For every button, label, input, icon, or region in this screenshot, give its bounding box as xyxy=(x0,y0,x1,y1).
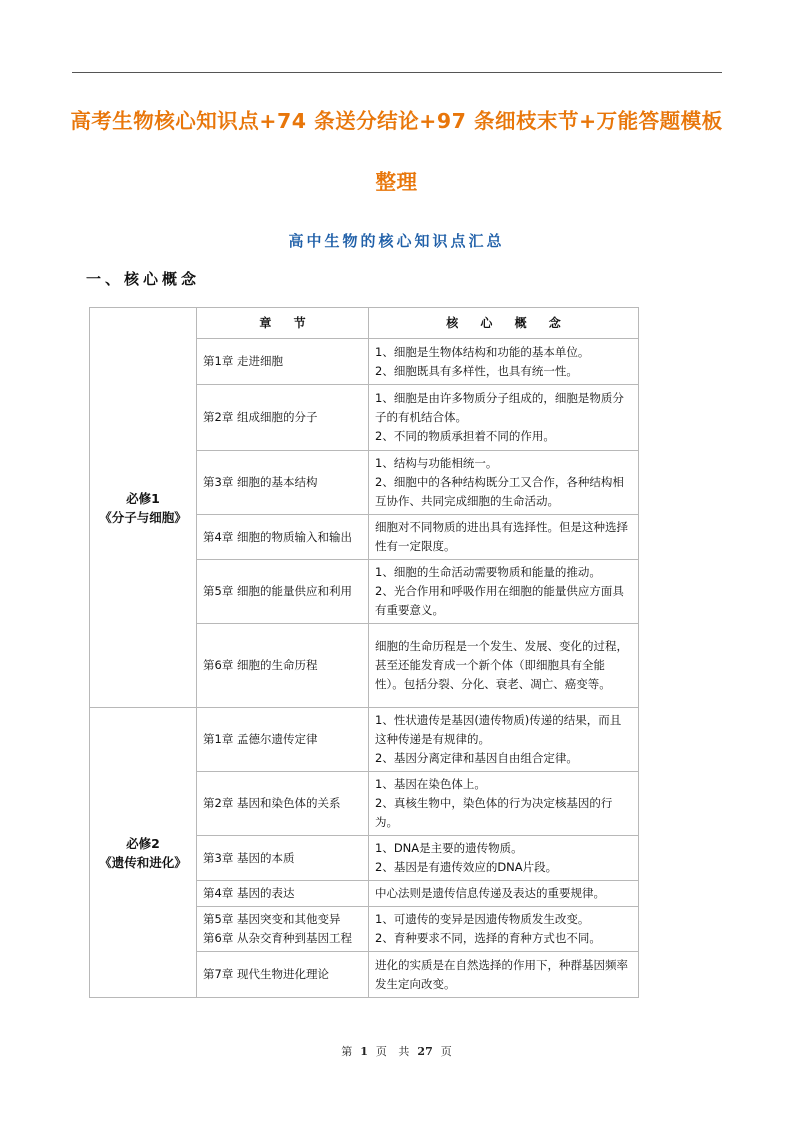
concept-text: 1、结构与功能相统一。 xyxy=(375,456,498,470)
chapter-title: 第4章 细胞的物质输入和输出 xyxy=(203,529,352,544)
concept-text: 细胞对不同物质的进出具有选择性。但是这种选择性有一定限度。 xyxy=(375,520,628,553)
group-name: 必修1 xyxy=(126,490,160,506)
core-concepts-table xyxy=(89,307,639,998)
concept-text: 1、基因在染色体上。 xyxy=(375,777,486,791)
chapter-title: 第6章 细胞的生命历程 xyxy=(203,658,318,672)
chapter-cell xyxy=(197,339,369,385)
chapter-cell xyxy=(197,385,369,451)
chapter-cell xyxy=(197,881,369,907)
footer-word: 页 xyxy=(440,1045,452,1058)
chapter-cell xyxy=(197,451,369,515)
concept-text: 1、DNA是主要的遗传物质。 xyxy=(375,841,523,855)
chapter-cell xyxy=(197,624,369,708)
concept-cell xyxy=(369,907,639,952)
table-header-row xyxy=(90,308,639,339)
concept-text: 2、细胞中的各种结构既分工又合作，各种结构相互协作、共同完成细胞的生命活动。 xyxy=(375,475,624,508)
group-name: 必修2 xyxy=(126,835,160,851)
chapter-cell xyxy=(197,772,369,836)
chapter-title: 第2章 基因和染色体的关系 xyxy=(203,796,341,810)
concept-text: 进化的实质是在自然选择的作用下，种群基因频率发生定向改变。 xyxy=(375,957,628,991)
group-cell xyxy=(90,708,197,998)
chapter-title: 第4章 基因的表达 xyxy=(203,886,295,900)
chapter-cell xyxy=(197,560,369,624)
footer-word: 共 xyxy=(398,1045,410,1058)
concept-text: 2、基因分离定律和基因自由组合定律。 xyxy=(375,751,578,765)
chapter-title: 第1章 孟德尔遗传定律 xyxy=(203,732,318,746)
concept-cell xyxy=(369,708,639,772)
main-title-line2: 整理 xyxy=(375,170,418,194)
footer-word: 页 xyxy=(375,1045,387,1058)
concept-cell xyxy=(369,560,639,624)
chapter-title: 第1章 走进细胞 xyxy=(203,354,283,368)
page-footer xyxy=(0,1043,793,1059)
footer-page-number: 1 xyxy=(360,1045,368,1058)
concept-text: 2、光合作用和呼吸作用在细胞的能量供应方面具有重要意义。 xyxy=(375,584,624,617)
group-book: 《分子与细胞》 xyxy=(99,509,187,525)
concept-text: 2、真核生物中，染色体的行为决定核基因的行为。 xyxy=(375,796,613,829)
chapter-title: 第2章 组成细胞的分子 xyxy=(203,410,318,424)
chapter-title: 第5章 细胞的能量供应和利用 xyxy=(203,584,352,598)
concept-text: 2、不同的物质承担着不同的作用。 xyxy=(375,429,555,443)
top-rule xyxy=(72,72,722,73)
concept-text: 中心法则是遗传信息传递及表达的重要规律。 xyxy=(375,886,605,900)
sub-title: 高中生物的核心知识点汇总 xyxy=(288,232,505,250)
concept-text: 2、基因是有遗传效应的DNA片段。 xyxy=(375,860,558,874)
group-book: 《遗传和进化》 xyxy=(99,854,187,870)
concept-text: 1、细胞的生命活动需要物质和能量的推动。 xyxy=(375,565,601,579)
chapter-cell xyxy=(197,515,369,560)
group-cell xyxy=(90,308,197,708)
main-title-line1: 高考生物核心知识点+74 条送分结论+97 条细枝末节+万能答题模板 xyxy=(70,109,723,133)
chapter-cell xyxy=(197,907,369,952)
concept-text: 1、可遗传的变异是因遗传物质发生改变。 xyxy=(375,912,590,926)
chapter-title: 第7章 现代生物进化理论 xyxy=(203,967,329,981)
concept-text: 1、性状遗传是基因(遗传物质)传递的结果，而且这种传递是有规律的。 xyxy=(375,713,622,746)
footer-total-pages: 27 xyxy=(417,1045,433,1058)
concept-cell xyxy=(369,451,639,515)
chapter-title: 第6章 从杂交育种到基因工程 xyxy=(203,931,352,945)
column-header-chapter: 章 节 xyxy=(197,308,369,339)
chapter-cell xyxy=(197,708,369,772)
footer-word: 第 xyxy=(341,1045,353,1058)
chapter-cell xyxy=(197,836,369,881)
concept-text: 2、细胞既具有多样性，也具有统一性。 xyxy=(375,363,578,378)
concept-text: 2、育种要求不同，选择的育种方式也不同。 xyxy=(375,931,601,945)
concept-cell xyxy=(369,772,639,836)
table-row xyxy=(90,708,639,772)
chapter-title: 第3章 细胞的基本结构 xyxy=(203,475,318,489)
concept-cell xyxy=(369,836,639,881)
concept-text: 1、细胞是生物体结构和功能的基本单位。 xyxy=(375,344,590,359)
concept-cell xyxy=(369,952,639,998)
concept-cell xyxy=(369,339,639,385)
concept-cell xyxy=(369,881,639,907)
concept-text: 1、细胞是由许多物质分子组成的，细胞是物质分子的有机结合体。 xyxy=(375,391,624,424)
concept-cell xyxy=(369,385,639,451)
chapter-title: 第5章 基因突变和其他变异 xyxy=(203,912,341,926)
concept-cell xyxy=(369,515,639,560)
section-heading: 一、核心概念 xyxy=(86,270,201,288)
chapter-cell xyxy=(197,952,369,998)
concept-cell xyxy=(369,624,639,708)
column-header-concept: 核 心 概 念 xyxy=(369,308,639,339)
chapter-title: 第3章 基因的本质 xyxy=(203,850,295,865)
concept-text: 细胞的生命历程是一个发生、发展、变化的过程，甚至还能发育成一个新个体（即细胞具有全能性）。包括分裂、分化、衰老、凋亡、癌变等。 xyxy=(375,639,628,691)
